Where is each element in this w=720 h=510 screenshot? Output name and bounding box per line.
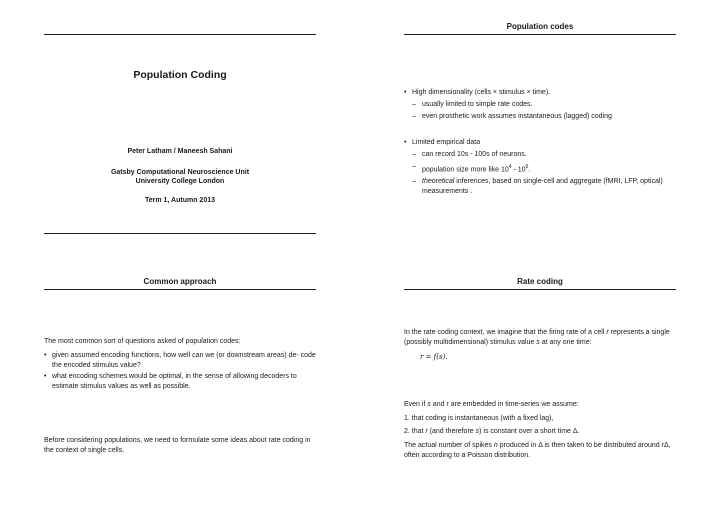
- affiliation-line-2: University College London: [135, 178, 225, 185]
- bullet-list: [44, 351, 316, 393]
- slide-rate-coding: [404, 255, 676, 510]
- header-rule: [44, 289, 316, 290]
- slide-header: Population codes: [506, 22, 574, 31]
- top-rule: [44, 34, 316, 35]
- assumption-intro: Even if s and r are embedded in time-series we assume:: [404, 401, 579, 408]
- outro-text: Before considering populations, we need to formulate some ideas about rate coding in the context of single cells.: [44, 437, 311, 454]
- sub-bullet-population-size: – population size more like $10^4 - 10^6$.: [412, 162, 676, 175]
- slide-title-text: Population Coding: [133, 69, 227, 81]
- slide-header: Common approach: [143, 277, 217, 286]
- assumption-item: 2. that r (and therefore s) is constant over a short time Δ.: [404, 428, 580, 435]
- bullet-item: • given assumed encoding functions, how well can we (or downstream areas) de- code the encoded stimulus value?: [44, 351, 316, 371]
- term: Term 1, Autumn 2013: [144, 197, 216, 204]
- bullet-list-2: [404, 138, 676, 199]
- header-rule: [404, 34, 676, 35]
- slide-header: Rate coding: [517, 277, 563, 286]
- equation: r = f(s).: [420, 353, 448, 361]
- assumption-item: 1. that coding is instantaneous (with a fixed lag),: [404, 415, 554, 422]
- bullet-empirical: [404, 138, 676, 197]
- sub-bullet-theoretical: – theoretical inferences, based on single-cell and aggregate (fMRI, LFP, optical) measurements .: [412, 177, 676, 197]
- sub-bullet: – can record 10s - 100s of neurons.: [412, 150, 676, 160]
- bullet-item: • what encoding schemes would be optimal, in the sense of allowing decoders to estimate stimulus values as well as possible.: [44, 372, 316, 392]
- rate-coding-paragraph: In the rate coding context, we imagine that the firing rate of a cell r represents a single (possibly multidimensional) stimulus value s at any one time:: [404, 329, 670, 346]
- slide-common-approach: [44, 255, 316, 510]
- bullet-text: Limited empirical data: [412, 139, 481, 146]
- assumption-list: [404, 414, 676, 440]
- bullet-text: High dimensionality (cells × stimulus × time).: [412, 89, 551, 96]
- slide-population-codes: [404, 0, 676, 255]
- intro-text: The most common sort of questions asked of population codes:: [44, 338, 241, 345]
- bullet-dimensionality: [404, 88, 676, 122]
- slide-title: [44, 0, 316, 255]
- authors: Peter Latham / Maneesh Sahani: [127, 148, 233, 155]
- bottom-rule: [44, 233, 316, 234]
- bullet-list-1: [404, 88, 676, 124]
- header-rule: [404, 289, 676, 290]
- sub-bullet: – even prosthetic work assumes instantaneous (lagged) coding: [412, 112, 676, 122]
- sub-bullet: – usually limited to simple rate codes.: [412, 100, 676, 110]
- affiliation-line-1: Gatsby Computational Neuroscience Unit: [110, 169, 250, 176]
- spike-count-paragraph: The actual number of spikes n produced in Δ is then taken to be distributed around rΔ, often according to a Poisson distribution.: [404, 442, 671, 459]
